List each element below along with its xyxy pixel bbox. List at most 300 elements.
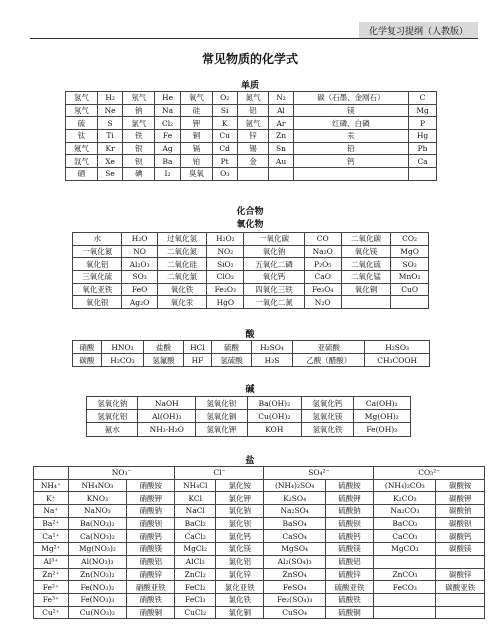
name-cell: 氖气 bbox=[66, 104, 98, 117]
name-cell: 铁 bbox=[123, 130, 155, 143]
formula-cell: NH₄Cl bbox=[175, 479, 216, 492]
acids-title: 酸 bbox=[245, 330, 255, 340]
formula-cell: ClO₂ bbox=[207, 271, 244, 284]
name-cell: 硫酸钙 bbox=[325, 530, 373, 543]
formula-cell: HgO bbox=[207, 296, 244, 309]
name-cell: 红磷、白磷 bbox=[293, 117, 408, 130]
formula-cell: Pt bbox=[212, 155, 237, 168]
name-cell: 氖气 bbox=[123, 92, 155, 105]
name-cell: 硫酸亚铁 bbox=[325, 581, 373, 594]
formula-cell: H₂ bbox=[97, 92, 123, 105]
formula-cell: Pb bbox=[409, 142, 437, 155]
formula-cell: Fe(OH)₃ bbox=[353, 423, 410, 436]
table-row bbox=[34, 568, 485, 581]
name-cell: Ba²⁺ bbox=[34, 517, 69, 530]
name-cell bbox=[436, 606, 485, 619]
formula-cell: S bbox=[97, 117, 123, 130]
name-cell: 锡 bbox=[237, 142, 269, 155]
name-cell: 氢氧化钠 bbox=[87, 397, 138, 410]
formula-cell: NH₃·H₂O bbox=[138, 423, 196, 436]
name-cell: 亚硫酸 bbox=[293, 341, 365, 354]
table-row bbox=[34, 479, 485, 492]
name-cell: Mg²⁺ bbox=[34, 543, 69, 556]
table-header-row bbox=[34, 467, 485, 480]
name-cell: 钾 bbox=[180, 117, 212, 130]
name-cell: 铅 bbox=[293, 142, 408, 155]
table-row bbox=[66, 142, 437, 155]
name-cell: 硫酸钡 bbox=[325, 517, 373, 530]
name-cell: 钙 bbox=[293, 155, 408, 168]
formula-cell: AlCl₃ bbox=[175, 555, 216, 568]
table-row bbox=[87, 423, 411, 436]
formula-cell: CuO bbox=[391, 283, 429, 296]
name-cell: 三氧化硫 bbox=[73, 271, 122, 284]
formula-cell: NH₄NO₃ bbox=[68, 479, 126, 492]
name-cell: 二氧化氯 bbox=[157, 271, 206, 284]
name-cell: 硝酸钡 bbox=[127, 517, 175, 530]
name-cell: 一氧化碳 bbox=[244, 233, 304, 246]
formula-cell: K₂SO₄ bbox=[264, 492, 325, 505]
name-cell: 锌 bbox=[237, 130, 269, 143]
formula-cell: ZnSO₄ bbox=[264, 568, 325, 581]
name-cell: 碳酸钙 bbox=[436, 530, 485, 543]
name-cell: Ca²⁺ bbox=[34, 530, 69, 543]
formula-cell: KNO₃ bbox=[68, 492, 126, 505]
formula-cell: Ar bbox=[269, 117, 293, 130]
name-cell: 碳酸镁 bbox=[436, 543, 485, 556]
formula-cell: Na₂O bbox=[304, 245, 341, 258]
formula-cell: Se bbox=[97, 168, 123, 181]
name-cell: 碳酸铵 bbox=[436, 479, 485, 492]
formula-cell: Mg bbox=[409, 104, 437, 117]
name-cell: 碳酸钡 bbox=[436, 517, 485, 530]
name-cell: 氯化亚铁 bbox=[216, 581, 264, 594]
formula-cell: (NH₄)₂SO₄ bbox=[264, 479, 325, 492]
oxides-table bbox=[72, 232, 429, 309]
name-cell: 铝 bbox=[237, 104, 269, 117]
bases-table bbox=[86, 396, 411, 437]
name-cell: 硫酸 bbox=[212, 341, 252, 354]
name-cell: 二氧化氮 bbox=[157, 245, 206, 258]
formula-cell: CO₂ bbox=[391, 233, 429, 246]
formula-cell: NaNO₃ bbox=[68, 505, 126, 518]
name-cell: 硒 bbox=[66, 168, 98, 181]
formula-cell: Ti bbox=[97, 130, 123, 143]
table-row bbox=[73, 271, 429, 284]
name-cell bbox=[237, 168, 269, 181]
formula-cell: ZnCl₂ bbox=[175, 568, 216, 581]
table-row bbox=[66, 117, 437, 130]
formula-cell: H₂SO₃ bbox=[365, 341, 430, 354]
table-row bbox=[73, 233, 429, 246]
name-cell: 二氧化锰 bbox=[341, 271, 390, 284]
formula-cell: NaOH bbox=[138, 397, 196, 410]
name-cell: 氧化铝 bbox=[73, 258, 122, 271]
formula-cell: Fe₂(SO₄)₃ bbox=[264, 593, 325, 606]
formula-cell: CaCl₂ bbox=[175, 530, 216, 543]
name-cell bbox=[436, 593, 485, 606]
name-cell: 氧化银 bbox=[73, 296, 122, 309]
name-cell: 硝酸亚铁 bbox=[127, 581, 175, 594]
name-cell: 乙酸（醋酸） bbox=[293, 354, 365, 367]
table-row bbox=[34, 581, 485, 594]
name-cell: 硫酸锌 bbox=[325, 568, 373, 581]
acids-table bbox=[72, 340, 430, 367]
name-cell: 硝酸钾 bbox=[127, 492, 175, 505]
name-cell: 氢气 bbox=[66, 92, 98, 105]
formula-cell: Xe bbox=[97, 155, 123, 168]
formula-cell: NaCl bbox=[175, 505, 216, 518]
name-cell: 氯化钠 bbox=[216, 505, 264, 518]
name-cell: 氧化镁 bbox=[341, 245, 390, 258]
name-cell: 碳酸 bbox=[73, 354, 102, 367]
name-cell: 氧化汞 bbox=[157, 296, 206, 309]
formula-cell: SO₂ bbox=[391, 258, 429, 271]
oxides-title: 氧化物 bbox=[236, 220, 264, 230]
table-header-cell: NO₃⁻ bbox=[68, 467, 175, 480]
formula-cell: Cu(OH)₂ bbox=[247, 410, 302, 423]
name-cell: 一氧化氮 bbox=[73, 245, 122, 258]
formula-cell: Ca bbox=[409, 155, 437, 168]
name-cell: 银 bbox=[123, 142, 155, 155]
formula-cell: Al(OH)₃ bbox=[138, 410, 196, 423]
name-cell: 硝酸钠 bbox=[127, 505, 175, 518]
name-cell: 碳酸钾 bbox=[436, 492, 485, 505]
name-cell: 碳（石墨、金刚石） bbox=[293, 92, 408, 105]
formula-cell: H₂O bbox=[122, 233, 157, 246]
name-cell: 氧化钙 bbox=[244, 271, 304, 284]
document-title: 常见物质的化学式 bbox=[201, 52, 298, 66]
name-cell: 钡 bbox=[123, 155, 155, 168]
formula-cell: H₂O₂ bbox=[207, 233, 244, 246]
name-cell bbox=[293, 168, 408, 181]
formula-cell bbox=[269, 168, 293, 181]
header-tab: 化学复习提纲（人教版） bbox=[359, 22, 478, 39]
name-cell: 硝酸锌 bbox=[127, 568, 175, 581]
formula-cell: KCl bbox=[175, 492, 216, 505]
name-cell: 一氧化二氮 bbox=[244, 296, 304, 309]
formula-cell: FeCl₃ bbox=[175, 593, 216, 606]
formula-cell: I₂ bbox=[155, 168, 181, 181]
salts-title: 盐 bbox=[245, 456, 255, 466]
table-row bbox=[73, 245, 429, 258]
name-cell: 硫 bbox=[66, 117, 98, 130]
table-row bbox=[66, 130, 437, 143]
formula-cell: (NH₄)₂CO₃ bbox=[374, 479, 436, 492]
name-cell: 盐酸 bbox=[144, 341, 184, 354]
formula-cell: Ba(NO₃)₂ bbox=[68, 517, 126, 530]
name-cell: 氧化铁 bbox=[157, 283, 206, 296]
page-header bbox=[0, 0, 500, 40]
formula-cell: Cl₂ bbox=[155, 117, 181, 130]
name-cell: 硫酸铵 bbox=[325, 479, 373, 492]
formula-cell: H₂SO₄ bbox=[251, 341, 293, 354]
name-cell: 硫酸铁 bbox=[325, 593, 373, 606]
name-cell: 硝酸钙 bbox=[127, 530, 175, 543]
table-row bbox=[73, 354, 430, 367]
name-cell: 硝酸铵 bbox=[127, 479, 175, 492]
formula-cell: Na₂SO₄ bbox=[264, 505, 325, 518]
name-cell: 水 bbox=[73, 233, 122, 246]
formula-cell: ZnCO₃ bbox=[374, 568, 436, 581]
name-cell: 氢氧化钾 bbox=[196, 423, 247, 436]
formula-cell: FeO bbox=[122, 283, 157, 296]
formula-cell: Fe(NO₃)₃ bbox=[68, 593, 126, 606]
table-row bbox=[34, 593, 485, 606]
name-cell: 氯化钾 bbox=[216, 492, 264, 505]
elements-title: 单质 bbox=[240, 81, 259, 91]
name-cell: 硫酸钾 bbox=[325, 492, 373, 505]
name-cell: 氢氧化钡 bbox=[196, 397, 247, 410]
name-cell: 氯化钡 bbox=[216, 517, 264, 530]
name-cell: 硝酸铁 bbox=[127, 593, 175, 606]
name-cell: 氯化铁 bbox=[216, 593, 264, 606]
name-cell: 硝酸镁 bbox=[127, 543, 175, 556]
formula-cell: Ag₂O bbox=[122, 296, 157, 309]
formula-cell: Na₂CO₃ bbox=[374, 505, 436, 518]
formula-cell: MgCl₂ bbox=[175, 543, 216, 556]
name-cell: 四氧化三铁 bbox=[244, 283, 304, 296]
formula-cell: BaCO₃ bbox=[374, 517, 436, 530]
name-cell: 硫酸铜 bbox=[325, 606, 373, 619]
table-header-cell bbox=[34, 467, 69, 480]
table-row bbox=[34, 606, 485, 619]
formula-cell: CO bbox=[304, 233, 341, 246]
name-cell: 氩气 bbox=[237, 117, 269, 130]
name-cell: 氪气 bbox=[66, 142, 98, 155]
formula-cell: Cd bbox=[212, 142, 237, 155]
salts-table bbox=[33, 466, 485, 619]
name-cell: 氯气 bbox=[123, 117, 155, 130]
name-cell: Fe³⁺ bbox=[34, 593, 69, 606]
formula-cell: NO₂ bbox=[207, 245, 244, 258]
table-row bbox=[34, 517, 485, 530]
formula-cell: CaCO₃ bbox=[374, 530, 436, 543]
table-row bbox=[73, 283, 429, 296]
formula-cell: HF bbox=[183, 354, 211, 367]
formula-cell: CH₃COOH bbox=[365, 354, 430, 367]
formula-cell: SiO₂ bbox=[207, 258, 244, 271]
formula-cell: Al bbox=[269, 104, 293, 117]
formula-cell: Fe₂O₃ bbox=[207, 283, 244, 296]
name-cell: 氧气 bbox=[180, 92, 212, 105]
table-row bbox=[34, 543, 485, 556]
table-row bbox=[34, 492, 485, 505]
formula-cell: K bbox=[212, 117, 237, 130]
header-divider bbox=[30, 38, 478, 39]
formula-cell: O₃ bbox=[212, 168, 237, 181]
formula-cell: Mg(NO₃)₂ bbox=[68, 543, 126, 556]
name-cell: 氢氧化镁 bbox=[302, 410, 353, 423]
name-cell: Zn²⁺ bbox=[34, 568, 69, 581]
table-row bbox=[73, 296, 429, 309]
name-cell: 汞 bbox=[293, 130, 408, 143]
formula-cell: Zn(NO₃)₂ bbox=[68, 568, 126, 581]
name-cell: 氢氟酸 bbox=[144, 354, 184, 367]
formula-cell: MgO bbox=[391, 245, 429, 258]
name-cell: 碳酸钠 bbox=[436, 505, 485, 518]
name-cell: 氙气 bbox=[66, 155, 98, 168]
formula-cell: BaSO₄ bbox=[264, 517, 325, 530]
table-row bbox=[66, 104, 437, 117]
formula-cell: He bbox=[155, 92, 181, 105]
table-row bbox=[87, 410, 411, 423]
formula-cell: CaSO₄ bbox=[264, 530, 325, 543]
bases-title: 碱 bbox=[245, 385, 255, 395]
formula-cell: CuSO₄ bbox=[264, 606, 325, 619]
name-cell: Fe²⁺ bbox=[34, 581, 69, 594]
table-row bbox=[34, 555, 485, 568]
table-row bbox=[66, 155, 437, 168]
formula-cell bbox=[374, 606, 436, 619]
name-cell: 钛 bbox=[66, 130, 98, 143]
name-cell: 氯化铵 bbox=[216, 479, 264, 492]
name-cell: 铂 bbox=[180, 155, 212, 168]
name-cell: 硅 bbox=[180, 104, 212, 117]
formula-cell: FeCO₃ bbox=[374, 581, 436, 594]
formula-cell: SO₃ bbox=[122, 271, 157, 284]
table-row bbox=[87, 397, 411, 410]
formula-cell: Ba(OH)₂ bbox=[247, 397, 302, 410]
name-cell: 金 bbox=[237, 155, 269, 168]
formula-cell: CaO bbox=[304, 271, 341, 284]
name-cell: K⁺ bbox=[34, 492, 69, 505]
name-cell: 五氧化二磷 bbox=[244, 258, 304, 271]
name-cell: 氢氧化铁 bbox=[302, 423, 353, 436]
formula-cell: Zn bbox=[269, 130, 293, 143]
name-cell: 硝酸铝 bbox=[127, 555, 175, 568]
formula-cell: Al(NO₃)₃ bbox=[68, 555, 126, 568]
formula-cell: C bbox=[409, 92, 437, 105]
formula-cell: Mg(OH)₂ bbox=[353, 410, 410, 423]
formula-cell: Ca(OH)₂ bbox=[353, 397, 410, 410]
name-cell: 氯化铝 bbox=[216, 555, 264, 568]
formula-cell: MgCO₃ bbox=[374, 543, 436, 556]
formula-cell: H₂S bbox=[251, 354, 293, 367]
formula-cell: P bbox=[409, 117, 437, 130]
name-cell: 硝酸 bbox=[73, 341, 102, 354]
name-cell: 氯化锌 bbox=[216, 568, 264, 581]
formula-cell: Fe bbox=[155, 130, 181, 143]
name-cell: 镁 bbox=[293, 104, 408, 117]
name-cell: 碘 bbox=[123, 168, 155, 181]
name-cell: 臭氧 bbox=[180, 168, 212, 181]
table-row bbox=[66, 168, 437, 181]
formula-cell: HCl bbox=[183, 341, 211, 354]
formula-cell bbox=[391, 296, 429, 309]
table-row bbox=[66, 92, 437, 105]
elements-table bbox=[65, 91, 437, 181]
name-cell: Na⁺ bbox=[34, 505, 69, 518]
name-cell: 氨水 bbox=[87, 423, 138, 436]
name-cell: 氯化钙 bbox=[216, 530, 264, 543]
formula-cell: HNO₃ bbox=[101, 341, 143, 354]
table-header-cell: Cl⁻ bbox=[175, 467, 264, 480]
formula-cell: N₂ bbox=[269, 92, 293, 105]
formula-cell: Hg bbox=[409, 130, 437, 143]
formula-cell: BaCl₂ bbox=[175, 517, 216, 530]
name-cell: 氢氧化钙 bbox=[302, 397, 353, 410]
name-cell: 氮气 bbox=[237, 92, 269, 105]
name-cell: 氧化亚铁 bbox=[73, 283, 122, 296]
formula-cell: Fe(NO₃)₂ bbox=[68, 581, 126, 594]
formula-cell: KOH bbox=[247, 423, 302, 436]
formula-cell: Ba bbox=[155, 155, 181, 168]
formula-cell: K₂CO₃ bbox=[374, 492, 436, 505]
formula-cell: Sn bbox=[269, 142, 293, 155]
name-cell: 硫酸镁 bbox=[325, 543, 373, 556]
name-cell: 硝酸铜 bbox=[127, 606, 175, 619]
name-cell: 过氧化氢 bbox=[157, 233, 206, 246]
name-cell bbox=[436, 555, 485, 568]
name-cell: 硫酸钠 bbox=[325, 505, 373, 518]
name-cell: 氯化镁 bbox=[216, 543, 264, 556]
name-cell: 镉 bbox=[180, 142, 212, 155]
compounds-title: 化合物 bbox=[236, 207, 264, 217]
name-cell: 氧化铜 bbox=[341, 283, 390, 296]
formula-cell: Ne bbox=[97, 104, 123, 117]
name-cell: 氧化钠 bbox=[244, 245, 304, 258]
formula-cell: Na bbox=[155, 104, 181, 117]
formula-cell bbox=[374, 593, 436, 606]
name-cell: 二氧化硅 bbox=[157, 258, 206, 271]
name-cell: 氢氧化铝 bbox=[87, 410, 138, 423]
table-header-cell: CO₃²⁻ bbox=[374, 467, 485, 480]
name-cell: NH₄⁺ bbox=[34, 479, 69, 492]
name-cell: 钠 bbox=[123, 104, 155, 117]
formula-cell: Fe₃O₄ bbox=[304, 283, 341, 296]
table-header-cell: SO₄²⁻ bbox=[264, 467, 374, 480]
formula-cell: Al₂(SO₄)₃ bbox=[264, 555, 325, 568]
formula-cell bbox=[374, 555, 436, 568]
formula-cell: P₂O₅ bbox=[304, 258, 341, 271]
name-cell: 二氧化硫 bbox=[341, 258, 390, 271]
name-cell: Al³⁺ bbox=[34, 555, 69, 568]
formula-cell: Al₂O₃ bbox=[122, 258, 157, 271]
name-cell: 二氧化碳 bbox=[341, 233, 390, 246]
formula-cell: FeCl₂ bbox=[175, 581, 216, 594]
formula-cell: MnO₂ bbox=[391, 271, 429, 284]
formula-cell: Kr bbox=[97, 142, 123, 155]
formula-cell: MgSO₄ bbox=[264, 543, 325, 556]
name-cell: 碳酸亚铁 bbox=[436, 581, 485, 594]
formula-cell: H₂CO₃ bbox=[101, 354, 143, 367]
formula-cell: NO bbox=[122, 245, 157, 258]
formula-cell: O₂ bbox=[212, 92, 237, 105]
formula-cell: Ca(NO₃)₂ bbox=[68, 530, 126, 543]
name-cell: Cu²⁺ bbox=[34, 606, 69, 619]
formula-cell: Cu bbox=[212, 130, 237, 143]
name-cell: 铜 bbox=[180, 130, 212, 143]
name-cell bbox=[341, 296, 390, 309]
formula-cell bbox=[409, 168, 437, 181]
formula-cell: Si bbox=[212, 104, 237, 117]
formula-cell: CuCl₂ bbox=[175, 606, 216, 619]
formula-cell: FeSO₄ bbox=[264, 581, 325, 594]
table-row bbox=[73, 258, 429, 271]
formula-cell: Cu(NO₃)₂ bbox=[68, 606, 126, 619]
name-cell: 氢氧化铜 bbox=[196, 410, 247, 423]
formula-cell: N₂O bbox=[304, 296, 341, 309]
name-cell: 氢硫酸 bbox=[212, 354, 252, 367]
table-row bbox=[73, 341, 430, 354]
formula-cell: Ag bbox=[155, 142, 181, 155]
formula-cell: Au bbox=[269, 155, 293, 168]
name-cell: 硫酸铝 bbox=[325, 555, 373, 568]
name-cell: 氯化铜 bbox=[216, 606, 264, 619]
name-cell: 碳酸锌 bbox=[436, 568, 485, 581]
table-row bbox=[34, 530, 485, 543]
